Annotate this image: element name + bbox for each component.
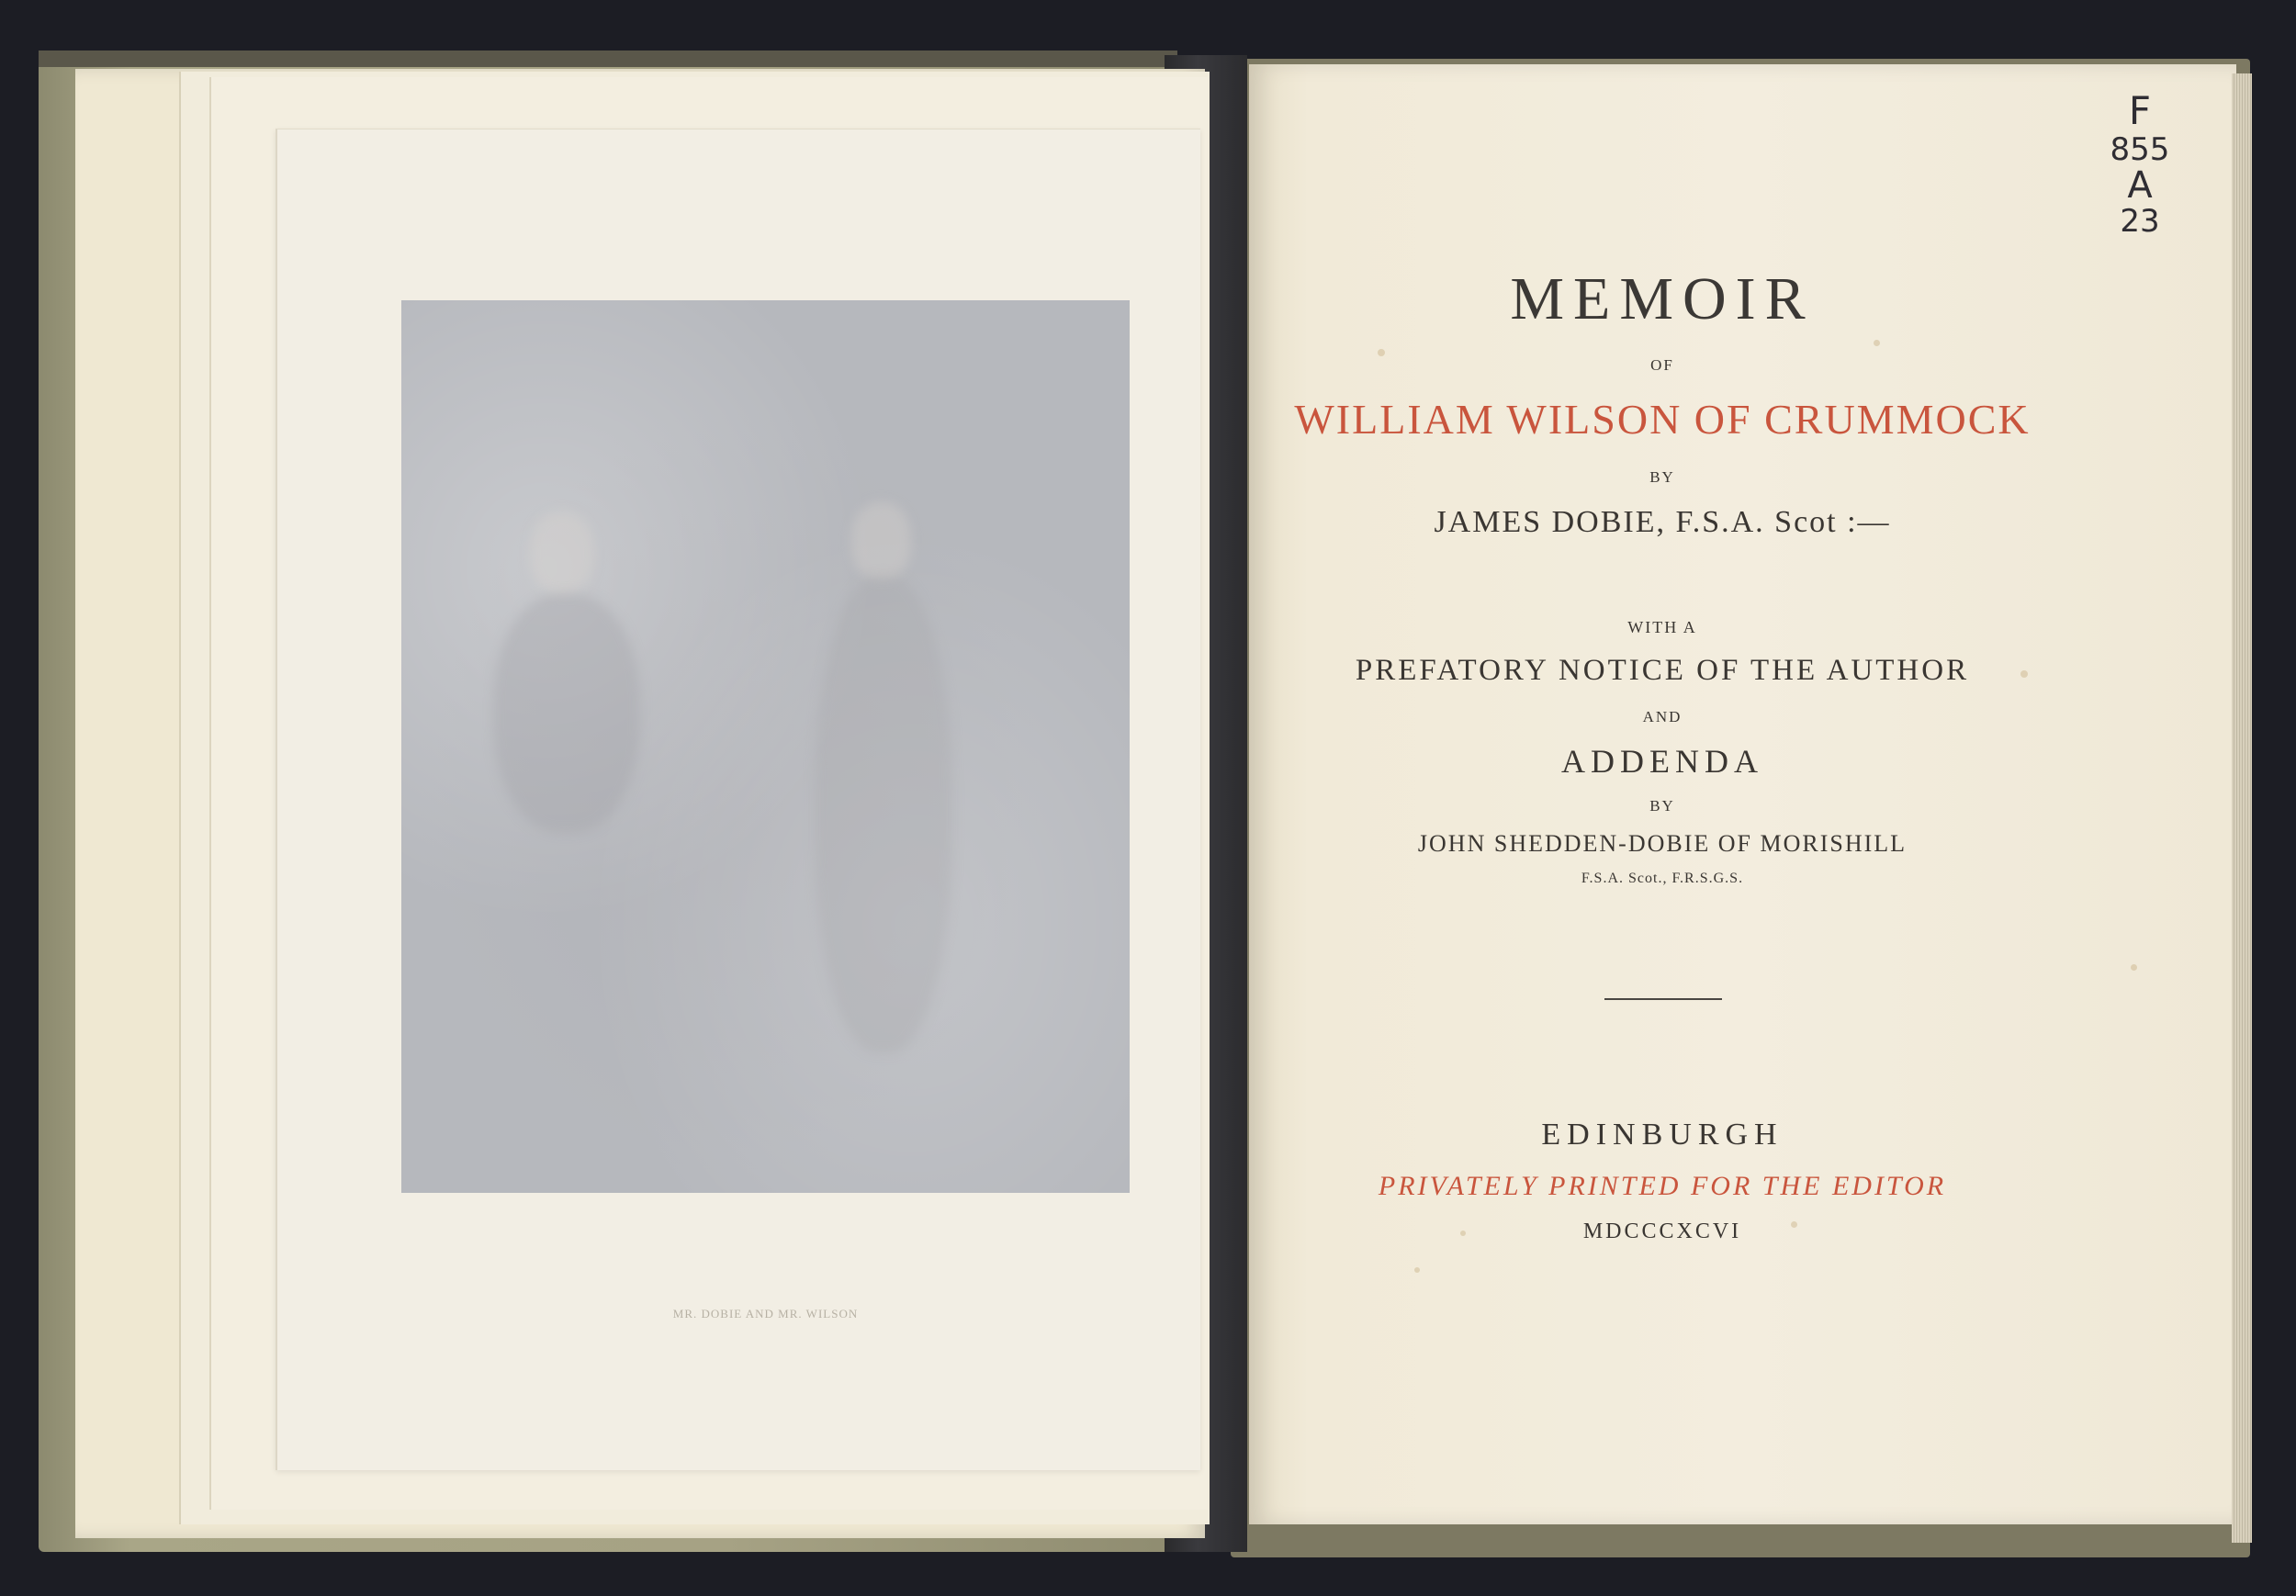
addenda-heading: ADDENDA [1561,743,1763,780]
book-title: MEMOIR [1510,265,1815,332]
shelfmark-line: 23 [2120,203,2160,240]
handwritten-shelfmark [2085,88,2195,240]
title-connector-of: OF [1650,356,1674,374]
imprint-statement: PRIVATELY PRINTED FOR THE EDITOR [1378,1171,1947,1201]
title-rule-divider [1604,998,1722,1000]
foxing-spot [1414,1267,1420,1273]
author-name: JAMES DOBIE, F.S.A. Scot :— [1434,505,1891,539]
imprint-city: EDINBURGH [1541,1118,1784,1152]
title-connector-by: BY [1649,797,1675,815]
editor-qualifications: F.S.A. Scot., F.R.S.G.S. [1581,871,1744,886]
title-connector-and: AND [1642,708,1683,725]
shelfmark-line: 855 [2110,131,2170,168]
title-connector-by: BY [1649,468,1675,486]
tissue-guard-over-portrait [401,300,1130,1193]
frontispiece-caption: MR. DOBIE AND MR. WILSON [672,1307,859,1321]
book-subject: WILLIAM WILSON OF CRUMMOCK [1294,396,2031,443]
shelfmark-line: A [2127,164,2153,207]
portrait-figure-right-body [815,576,952,1053]
shelfmark-line: F [2128,88,2152,133]
imprint-year: MDCCCXCVI [1582,1219,1742,1243]
foxing-spot [1378,349,1385,356]
title-connector-with-a: WITH A [1627,618,1697,636]
foxing-spot [2131,964,2137,971]
portrait-figure-left-body [493,594,640,833]
prefatory-notice: PREFATORY NOTICE OF THE AUTHOR [1355,654,1970,687]
editor-name: JOHN SHEDDEN-DOBIE OF MORISHILL [1417,830,1908,857]
portrait-figure-left [530,511,594,594]
foxing-spot [1874,340,1880,346]
cover-edge [39,51,1177,67]
portrait-figure-right [851,502,911,580]
page-edges [2232,73,2252,1543]
